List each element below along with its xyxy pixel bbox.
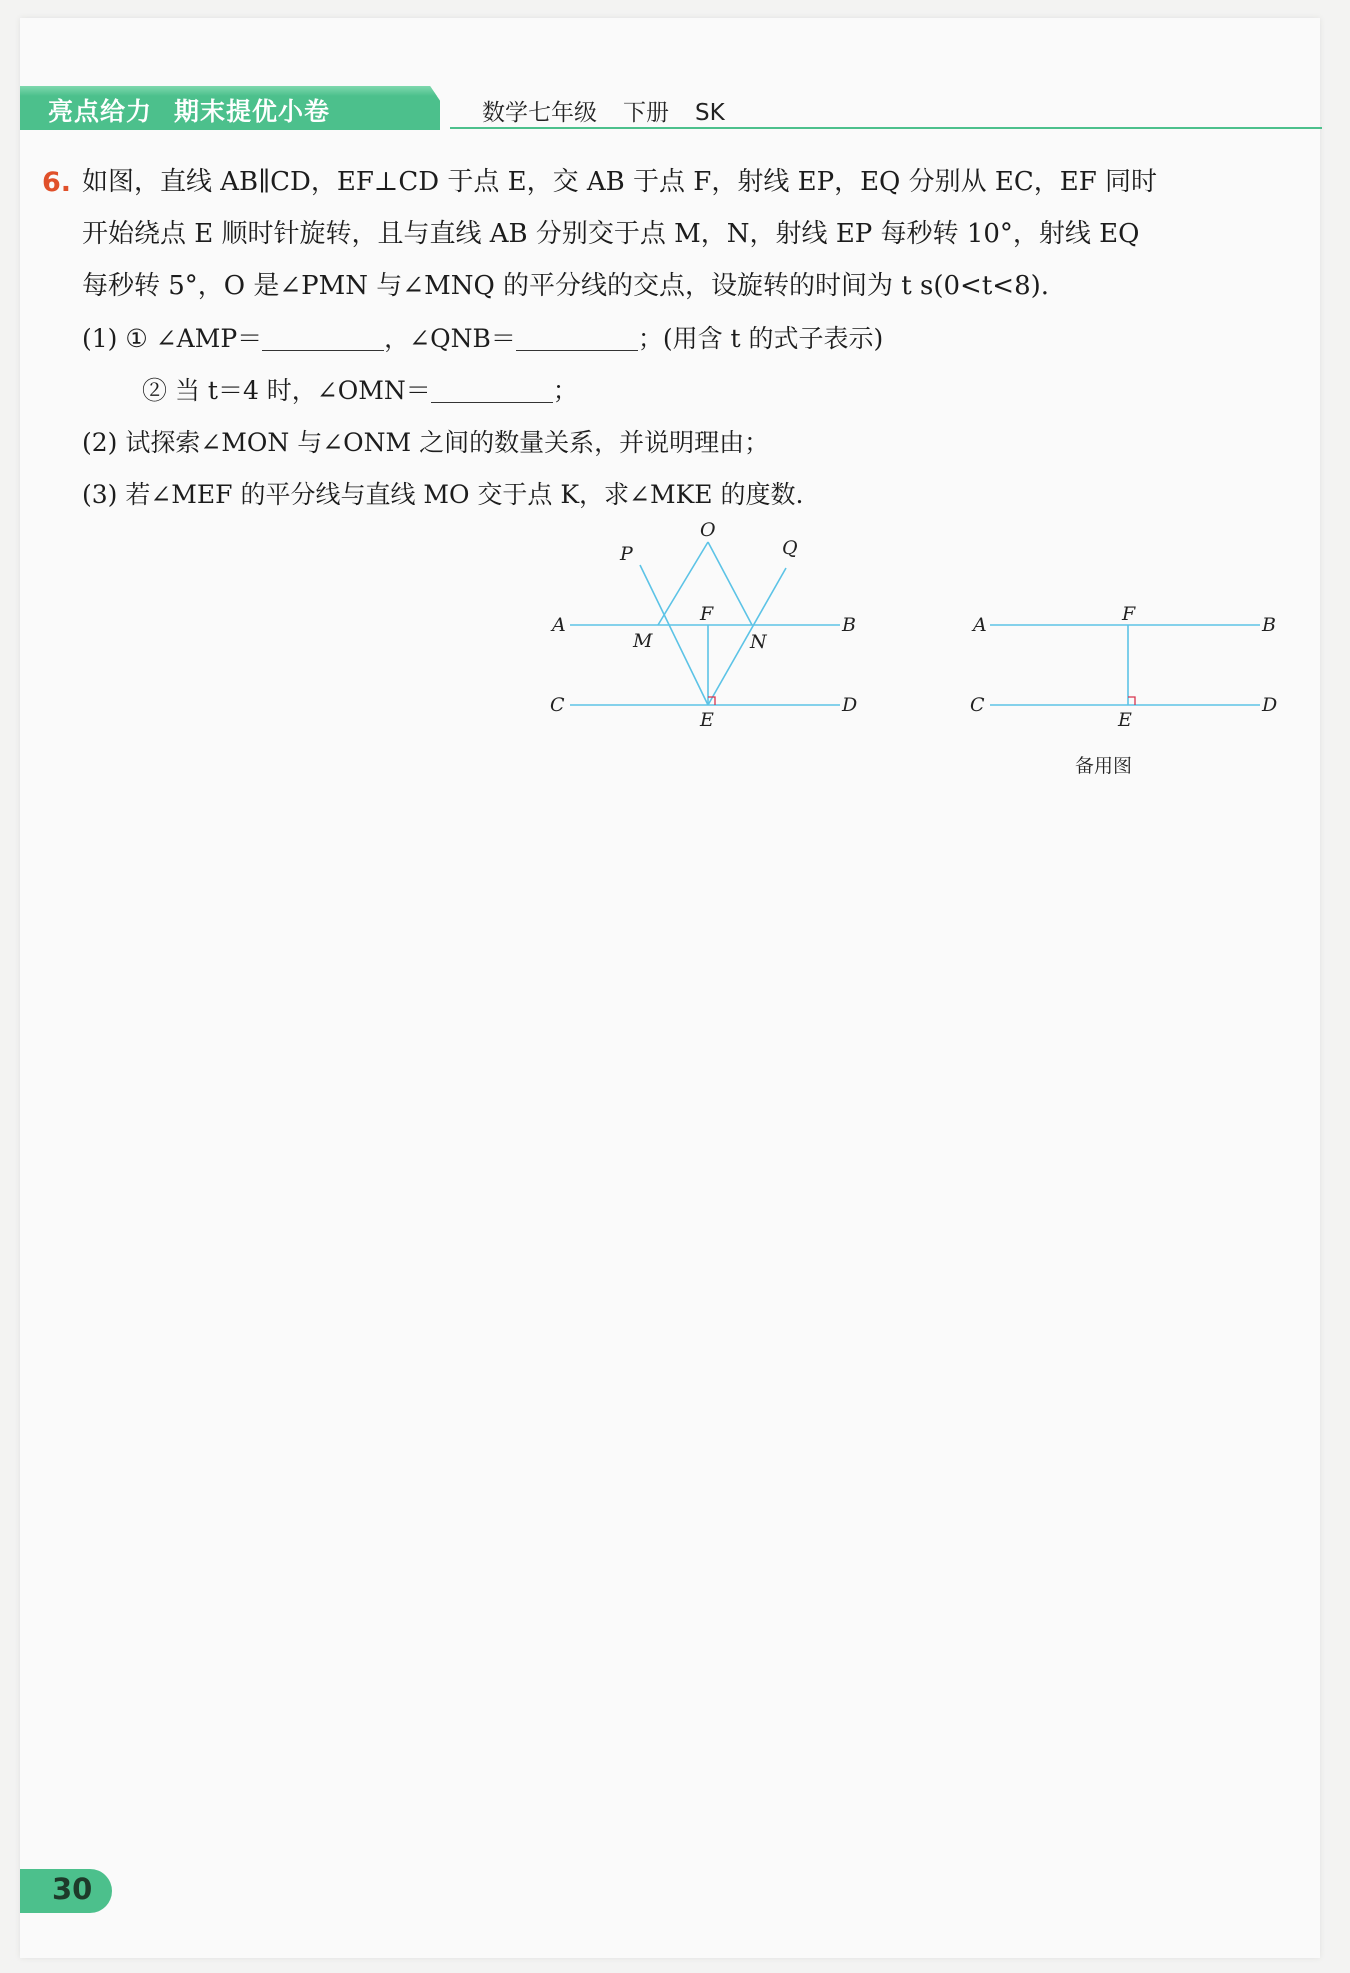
q1-2-text: ② 当 t＝4 时，∠OMN＝: [142, 376, 431, 405]
answer-blank-qnb[interactable]: [516, 326, 638, 351]
problem-number: 6.: [42, 167, 72, 198]
label-d: D: [842, 694, 858, 716]
series-name: 亮点给力: [48, 97, 153, 126]
stem-line-3: 每秒转 5°，O 是∠PMN 与∠MNQ 的平分线的交点，设旋转的时间为 t s(0<t<8).: [82, 271, 1050, 301]
label-f: F: [1122, 603, 1136, 625]
q1-2-end: ；: [552, 376, 578, 405]
q1-angle-qnb: ，∠QNB＝: [384, 324, 516, 353]
subject-info: [482, 94, 751, 127]
label-e: E: [1118, 709, 1132, 731]
figure-caption: 备用图: [1075, 755, 1133, 777]
label-f: F: [700, 603, 714, 625]
ray-eq: [708, 568, 786, 705]
stem-line-1: 如图，直线 AB∥CD，EF⊥CD 于点 E，交 AB 于点 F，射线 EP，EQ 分别从 EC，EF 同时: [82, 167, 1158, 197]
q1-note: ；(用含 t 的式子表示): [637, 324, 884, 353]
question-1-part-1: [82, 312, 883, 365]
question-2: (2) 试探索∠MON 与∠ONM 之间的数量关系，并说明理由；: [82, 428, 770, 457]
series-subtitle: 期末提优小卷: [174, 97, 331, 126]
page-number: 30: [52, 1872, 93, 1906]
label-b: B: [842, 614, 856, 636]
answer-blank-omn[interactable]: [431, 378, 553, 403]
question-3: (3) 若∠MEF 的平分线与直线 MO 交于点 K，求∠MKE 的度数.: [82, 480, 804, 509]
series-title: [48, 92, 352, 128]
edition-label: SK: [695, 100, 725, 126]
label-e: E: [700, 709, 714, 731]
header-rule: [450, 127, 1322, 129]
figure-main: [540, 520, 870, 740]
label-p: P: [620, 543, 633, 565]
q1-angle-amp: ∠AMP＝: [155, 324, 263, 353]
volume-label: 下册: [623, 100, 669, 126]
label-d: D: [1262, 694, 1278, 716]
label-a: A: [552, 614, 566, 636]
answer-blank-amp[interactable]: [262, 326, 384, 351]
label-a: A: [973, 614, 987, 636]
line-no: [708, 542, 752, 625]
label-o: O: [700, 520, 716, 541]
label-q: Q: [782, 537, 798, 559]
label-b: B: [1262, 614, 1276, 636]
question-1-part-2: [142, 364, 578, 417]
page-header: [20, 86, 1322, 130]
label-c: C: [970, 694, 985, 716]
figure-spare: [960, 595, 1290, 785]
stem-line-2: 开始绕点 E 顺时针旋转，且与直线 AB 分别交于点 M，N，射线 EP 每秒转 10°，射线 EQ: [82, 219, 1140, 249]
label-n: N: [750, 631, 767, 653]
q1-label: (1) ①: [82, 324, 148, 353]
label-c: C: [550, 694, 565, 716]
label-m: M: [633, 630, 653, 652]
right-angle-mark: [1128, 697, 1135, 705]
subject-label: 数学七年级: [482, 100, 597, 126]
